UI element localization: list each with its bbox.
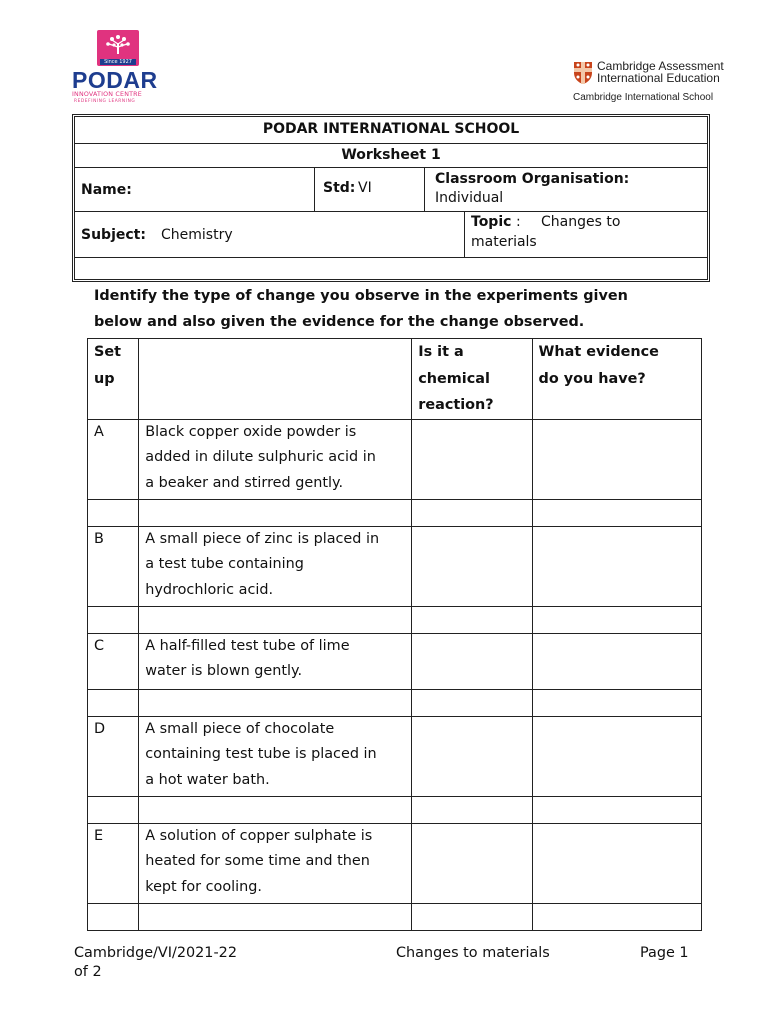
blank-cell xyxy=(88,903,139,930)
blank-row xyxy=(88,796,702,823)
experiments-table xyxy=(87,338,702,931)
header-evidence-line1: What evidence xyxy=(538,344,659,360)
blank-answer-cell[interactable] xyxy=(412,903,532,930)
header-empty-row xyxy=(75,258,707,279)
instruction-text xyxy=(94,283,694,335)
blank-cell xyxy=(88,689,139,716)
blank-row xyxy=(88,499,702,526)
header-subject-row xyxy=(75,212,707,258)
setup-id: C xyxy=(88,633,139,689)
topic-value-line2: materials xyxy=(471,234,537,250)
header-chemical-line2: chemical xyxy=(418,370,490,387)
blank-answer-cell[interactable] xyxy=(532,903,701,930)
footer-page: Page 1 xyxy=(640,945,689,961)
header-description xyxy=(139,339,412,420)
tree-icon xyxy=(103,32,133,56)
description-line: a hot water bath. xyxy=(145,771,270,788)
std-value: VI xyxy=(358,180,372,196)
header-evidence-line2: do you have? xyxy=(538,370,646,387)
podar-subtitle: INNOVATION CENTRE xyxy=(72,91,142,98)
description-line: containing test tube is placed in xyxy=(145,746,377,762)
description-line: heated for some time and then xyxy=(145,853,370,869)
blank-row xyxy=(88,689,702,716)
header-setup xyxy=(88,339,139,420)
blank-answer-cell[interactable] xyxy=(532,689,701,716)
blank-answer-cell[interactable] xyxy=(532,796,701,823)
blank-cell xyxy=(88,499,139,526)
setup-description xyxy=(139,823,412,903)
description-line: Black copper oxide powder is xyxy=(145,423,357,440)
blank-answer-cell[interactable] xyxy=(412,499,532,526)
blank-cell xyxy=(88,796,139,823)
description-line: A solution of copper sulphate is xyxy=(145,827,373,844)
cambridge-shield-icon xyxy=(573,61,593,85)
cambridge-line2: International Education xyxy=(597,71,720,85)
evidence-answer-cell[interactable] xyxy=(532,716,701,796)
subject-label: Subject: xyxy=(81,227,146,243)
chemical-reaction-answer-cell[interactable] xyxy=(412,633,532,689)
school-name: PODAR INTERNATIONAL SCHOOL xyxy=(262,121,520,137)
description-line: water is blown gently. xyxy=(145,663,303,679)
table-row xyxy=(88,526,702,606)
chemical-reaction-answer-cell[interactable] xyxy=(412,419,532,499)
cambridge-line3: Cambridge International School xyxy=(573,92,714,103)
blank-cell xyxy=(139,499,412,526)
setup-description xyxy=(139,716,412,796)
classroom-org-label: Classroom Organisation: xyxy=(435,171,630,187)
footer-page-continued: of 2 xyxy=(74,964,102,980)
name-label: Name: xyxy=(81,182,132,198)
blank-cell xyxy=(139,903,412,930)
blank-answer-cell[interactable] xyxy=(532,499,701,526)
footer-code: Cambridge/VI/2021-22 xyxy=(74,945,237,961)
chemical-reaction-answer-cell[interactable] xyxy=(412,526,532,606)
subject-value: Chemistry xyxy=(161,227,233,243)
header-chemical-reaction xyxy=(412,339,532,420)
evidence-answer-cell[interactable] xyxy=(532,633,701,689)
table-row xyxy=(88,716,702,796)
evidence-answer-cell[interactable] xyxy=(532,419,701,499)
classroom-org-cell xyxy=(425,168,707,211)
worksheet-title: Worksheet 1 xyxy=(341,147,441,163)
blank-answer-cell[interactable] xyxy=(412,796,532,823)
podar-tagline: REDEFINING LEARNING xyxy=(74,99,136,104)
cambridge-logo xyxy=(572,60,732,106)
evidence-answer-cell[interactable] xyxy=(532,526,701,606)
blank-cell xyxy=(139,606,412,633)
header-evidence xyxy=(532,339,701,420)
classroom-org-value: Individual xyxy=(435,190,504,206)
header-school-row xyxy=(75,117,707,144)
topic-label: Topic xyxy=(471,214,512,230)
header-setup-line2: up xyxy=(94,370,115,387)
description-line: A small piece of chocolate xyxy=(145,720,335,737)
podar-tree-badge xyxy=(97,30,139,66)
blank-cell xyxy=(139,796,412,823)
name-cell xyxy=(75,168,315,211)
std-cell xyxy=(315,168,425,211)
chemical-reaction-answer-cell[interactable] xyxy=(412,823,532,903)
blank-row xyxy=(88,606,702,633)
header-worksheet-row xyxy=(75,144,707,168)
setup-description xyxy=(139,526,412,606)
description-line: kept for cooling. xyxy=(145,878,262,895)
podar-logo xyxy=(70,28,170,104)
instruction-line2: below and also given the evidence for the change observed. xyxy=(94,314,585,330)
blank-row xyxy=(88,903,702,930)
header-chemical-line3: reaction? xyxy=(418,397,494,413)
description-line: A small piece of zinc is placed in xyxy=(145,530,380,547)
podar-since-label: Since 1927 xyxy=(100,59,136,65)
setup-id: B xyxy=(88,526,139,606)
setup-id: A xyxy=(88,419,139,499)
description-line: A half-filled test tube of lime xyxy=(145,637,350,654)
std-label: Std: xyxy=(323,180,356,196)
podar-wordmark: PODAR xyxy=(72,67,158,93)
setup-id: D xyxy=(88,716,139,796)
worksheet-header xyxy=(72,114,710,282)
subject-cell xyxy=(75,212,465,257)
chemical-reaction-answer-cell[interactable] xyxy=(412,716,532,796)
table-header-row xyxy=(88,339,702,420)
topic-colon: : xyxy=(516,214,521,230)
description-line: added in dilute sulphuric acid in xyxy=(145,449,376,465)
topic-value-line1: Changes to xyxy=(541,214,621,230)
instruction-line1: Identify the type of change you observe in the experiments given xyxy=(94,288,628,304)
setup-description xyxy=(139,419,412,499)
header-setup-line1: Set xyxy=(94,344,122,360)
setup-id: E xyxy=(88,823,139,903)
description-line: a test tube containing xyxy=(145,556,304,572)
evidence-answer-cell[interactable] xyxy=(532,823,701,903)
table-row xyxy=(88,823,702,903)
blank-answer-cell[interactable] xyxy=(532,606,701,633)
blank-answer-cell[interactable] xyxy=(412,689,532,716)
setup-description xyxy=(139,633,412,689)
blank-cell xyxy=(139,689,412,716)
header-name-row xyxy=(75,168,707,212)
table-row xyxy=(88,419,702,499)
table-row xyxy=(88,633,702,689)
blank-cell xyxy=(88,606,139,633)
cambridge-line1: Cambridge Assessment xyxy=(597,59,724,73)
topic-cell xyxy=(465,212,707,257)
description-line: a beaker and stirred gently. xyxy=(145,474,344,491)
header-chemical-line1: Is it a xyxy=(418,344,464,360)
footer-title: Changes to materials xyxy=(396,945,550,961)
blank-answer-cell[interactable] xyxy=(412,606,532,633)
description-line: hydrochloric acid. xyxy=(145,581,274,598)
